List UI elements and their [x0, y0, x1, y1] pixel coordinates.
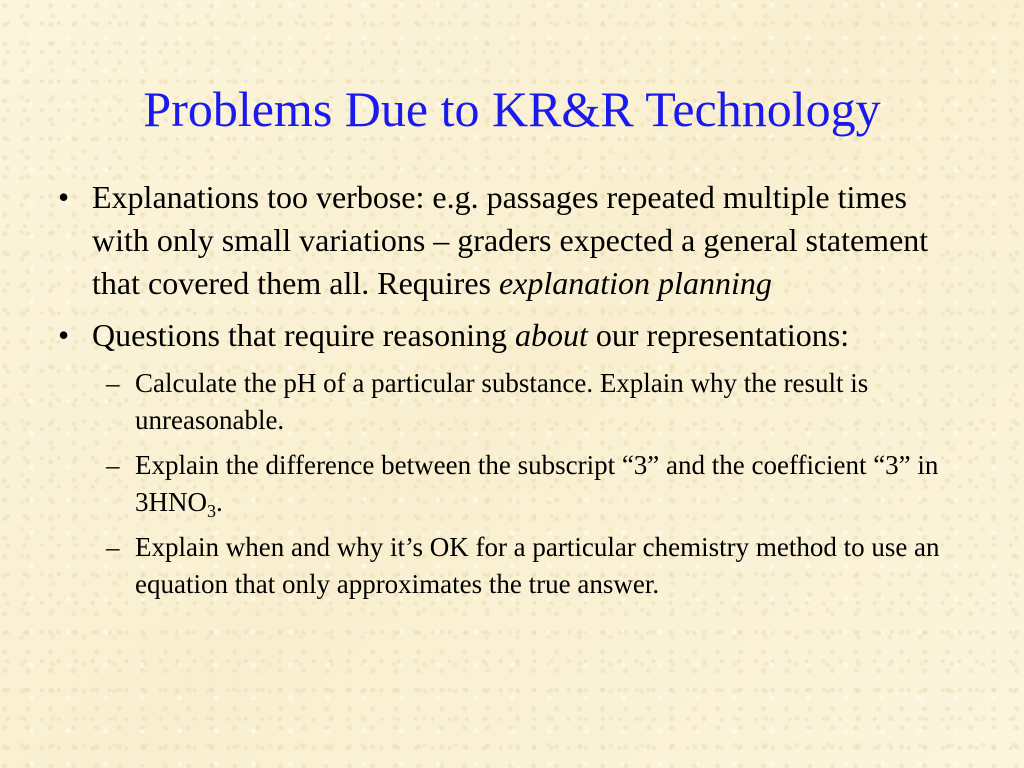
chemical-subscript: 3: [207, 501, 216, 521]
bullet-text-after: our representations:: [587, 317, 850, 353]
bullet-text: Explanations too verbose: e.g. passages repeated multiple times with only small variations – graders expected a general statement that covered them all. Requires: [92, 179, 929, 301]
bullet-list: [58, 176, 958, 612]
bullet-marker: •: [58, 179, 70, 215]
sub-item-ph-calculation: [58, 365, 958, 439]
bullet-emphasis: explanation planning: [498, 265, 772, 301]
sub-marker: –: [106, 368, 120, 398]
bullet-emphasis: about: [515, 317, 588, 353]
sub-item-text: [103, 447, 958, 521]
sub-item-text: Explain when and why it’s OK for a particular chemistry method to use an equation that only approximates the true answer.: [135, 532, 940, 599]
bullet-text-before: Questions that require reasoning: [92, 317, 515, 353]
sub-marker: –: [106, 450, 120, 480]
bullet-marker: •: [58, 317, 70, 353]
sub-bullet-list: [92, 365, 958, 603]
sub-item-text-after: .: [216, 487, 223, 517]
sub-item-text: Calculate the pH of a particular substance. Explain why the result is unreasonable.: [135, 368, 869, 435]
sub-marker: –: [106, 532, 120, 562]
sub-item-subscript-coefficient: [58, 447, 958, 521]
slide-title: Problems Due to KR&R Technology: [143, 81, 881, 137]
bullet-item-reasoning-questions: [58, 314, 958, 603]
sub-item-text-before: Explain the difference between the subscript “3” and the coefficient “3” in 3HNO: [135, 450, 939, 517]
sub-item-approximate-equation: [58, 529, 958, 603]
bullet-item-verbose-explanations: [58, 176, 958, 305]
